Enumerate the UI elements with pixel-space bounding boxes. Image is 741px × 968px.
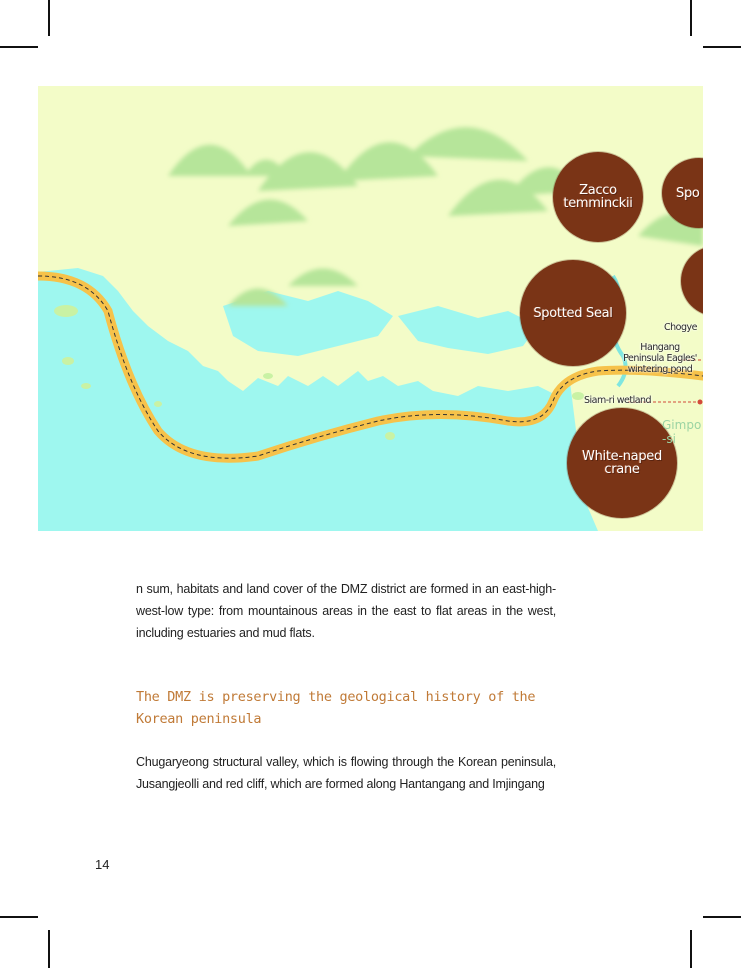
paragraph-geology: Chugaryeong structural valley, which is flowing through the Korean peninsula, Jusangjeolli and red cliff, which are formed along Hantangang and Imjingang — [136, 755, 556, 791]
page-number: 14 — [95, 857, 110, 872]
site-label-chogye: Chogye — [664, 322, 697, 333]
crop-mark — [690, 930, 692, 968]
section-heading: The DMZ is preserving the geological history of the Korean peninsula — [136, 689, 536, 727]
crop-mark — [0, 46, 38, 48]
site-label-hangang: Hangang Peninsula Eagles' wintering pond — [623, 342, 697, 375]
site-label-siam: Siam-ri wetland — [584, 395, 652, 406]
species-label: Spo — [676, 185, 700, 201]
crop-mark — [690, 0, 692, 36]
place-name-gimpo: Gimpo -si — [662, 418, 702, 446]
species-label: Spotted Seal — [533, 305, 613, 321]
crop-mark — [48, 930, 50, 968]
species-label: Zacco temminckii — [563, 183, 633, 211]
species-marker-spotted-seal — [520, 260, 626, 366]
crop-mark — [703, 46, 741, 48]
crop-mark — [48, 0, 50, 36]
species-marker-zacco — [553, 152, 643, 242]
paragraph-habitats: n sum, habitats and land cover of the DMZ district are formed in an east-high-west-low type: from mountainous areas in the east to flat areas in the west, including estuaries and mud flats. — [136, 582, 556, 640]
species-marker-white-naped-crane — [567, 408, 677, 518]
dmz-map — [38, 86, 703, 531]
crop-mark — [703, 916, 741, 918]
species-label: White-naped crane — [582, 449, 662, 477]
crop-mark — [0, 916, 38, 918]
